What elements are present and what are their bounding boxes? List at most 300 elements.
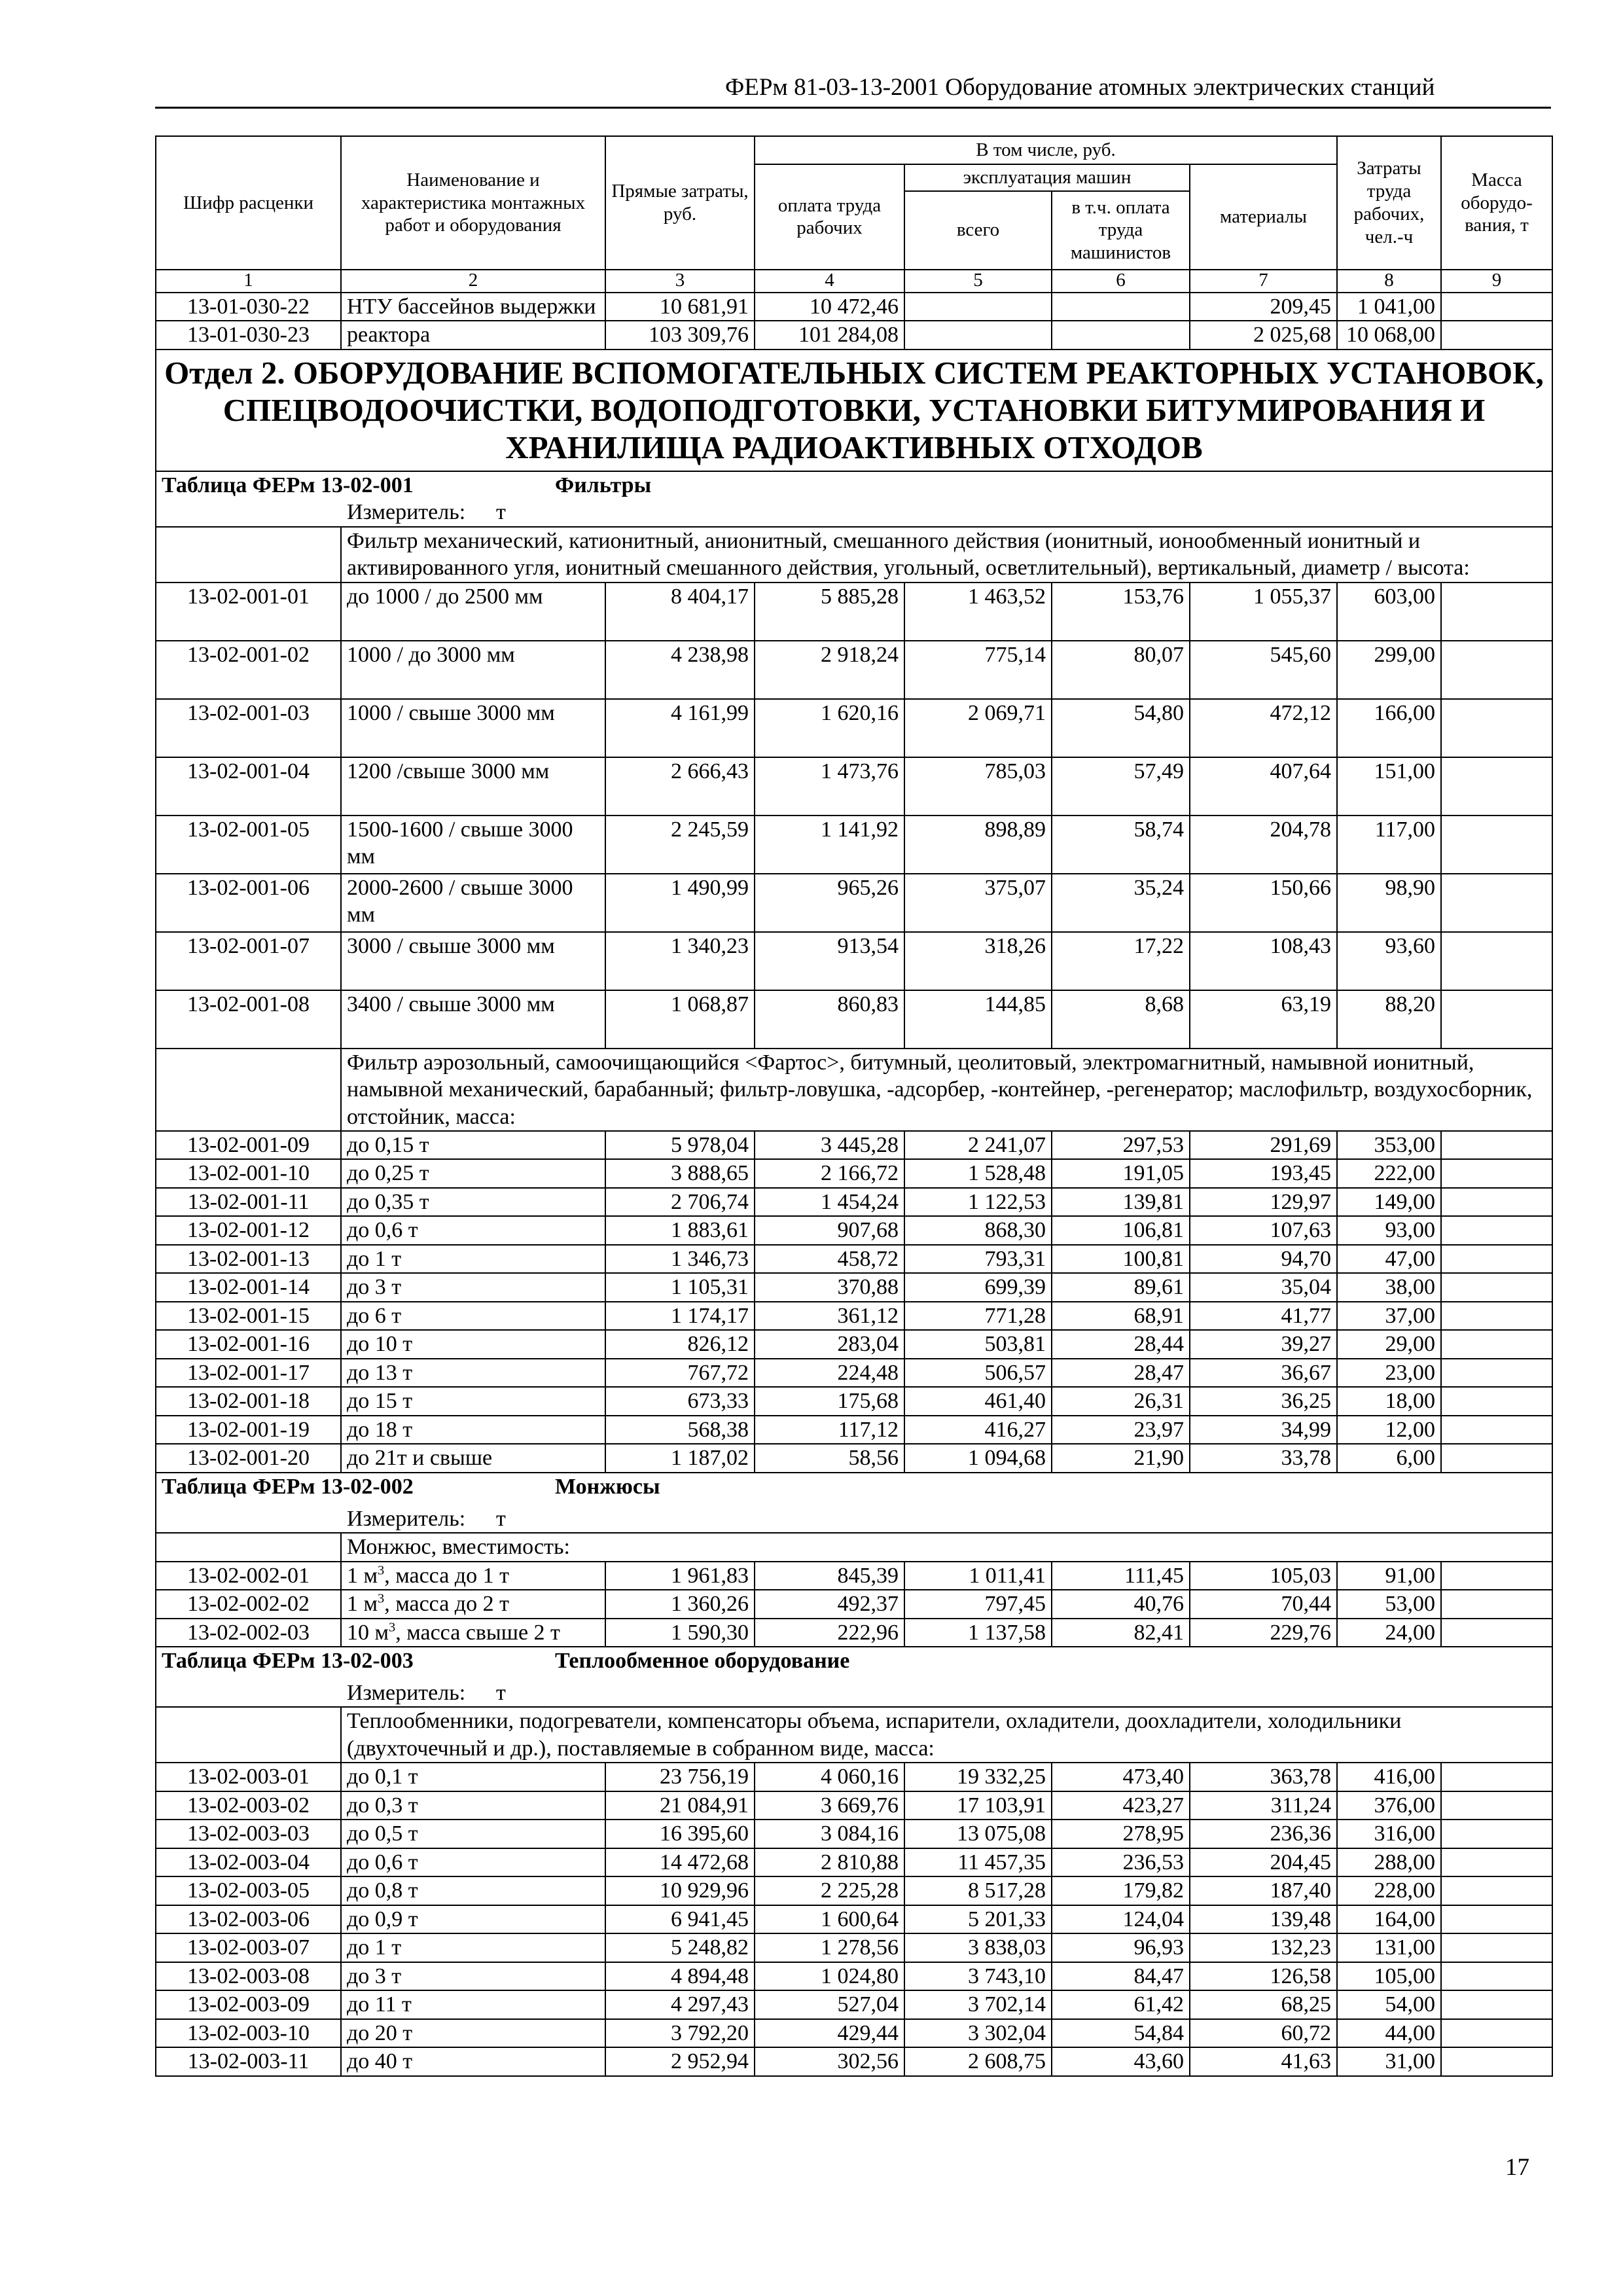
measure-unit: т (496, 500, 506, 525)
rate-code: 13-02-001-02 (156, 641, 341, 699)
machine-total-cell: 11 457,35 (904, 1848, 1052, 1876)
table-row (156, 1763, 1552, 1791)
mass-cell (1441, 1302, 1552, 1330)
table-row (156, 990, 1552, 1049)
labor-cell: 23,00 (1337, 1359, 1441, 1387)
wages-cell: 1 473,76 (755, 757, 904, 816)
work-name: до 18 т (341, 1416, 605, 1444)
mass-cell (1441, 641, 1552, 699)
work-name: до 20 т (341, 2019, 605, 2047)
wages-cell: 361,12 (755, 1302, 904, 1330)
labor-cell: 53,00 (1337, 1590, 1441, 1618)
work-name: до 1 т (341, 1245, 605, 1273)
machine-total-cell: 13 075,08 (904, 1820, 1052, 1848)
measure-row (156, 1505, 1552, 1533)
machine-total-cell: 8 517,28 (904, 1876, 1052, 1905)
mass-cell (1441, 1876, 1552, 1905)
direct-cost-cell: 1 105,31 (605, 1273, 755, 1301)
table-row (156, 641, 1552, 699)
mass-cell (1441, 293, 1552, 321)
direct-cost-cell: 14 472,68 (605, 1848, 755, 1876)
wages-cell: 1 620,16 (755, 699, 904, 757)
mass-cell (1441, 1962, 1552, 1990)
measure-unit-cell (156, 1505, 1552, 1533)
table-row (156, 1330, 1552, 1358)
machine-total-cell: 2 069,71 (904, 699, 1052, 757)
wages-cell: 1 141,92 (755, 816, 904, 874)
materials-cell: 363,78 (1190, 1763, 1337, 1791)
labor-cell: 131,00 (1337, 1933, 1441, 1962)
machinist-wages-cell: 111,45 (1052, 1562, 1190, 1590)
section-row (156, 350, 1552, 471)
machine-total-cell: 1 528,48 (904, 1159, 1052, 1187)
materials-cell: 236,36 (1190, 1820, 1337, 1848)
direct-cost-cell: 1 590,30 (605, 1619, 755, 1647)
wages-cell: 283,04 (755, 1330, 904, 1358)
rate-code: 13-02-002-02 (156, 1590, 341, 1618)
machine-total-cell: 3 838,03 (904, 1933, 1052, 1962)
labor-cell: 54,00 (1337, 1990, 1441, 2018)
work-name: до 0,6 т (341, 1848, 605, 1876)
measure-label: Измеритель: (347, 1506, 466, 1531)
labor-cell: 93,00 (1337, 1216, 1441, 1244)
work-name: 3400 / свыше 3000 мм (341, 990, 605, 1049)
machine-total-cell (904, 293, 1052, 321)
wages-cell: 370,88 (755, 1273, 904, 1301)
work-name: до 1 т (341, 1933, 605, 1962)
wages-cell: 527,04 (755, 1990, 904, 2018)
rate-code: 13-01-030-23 (156, 321, 341, 349)
materials-cell: 63,19 (1190, 990, 1337, 1049)
group-description: Теплообменники, подогреватели, компенсаторы объема, испарители, охладители, доохладители, холодильники (двухточечный и др.), поставляемые в собранном виде, масса: (341, 1707, 1552, 1763)
labor-cell: 222,00 (1337, 1159, 1441, 1187)
table-row (156, 874, 1552, 932)
labor-cell: 416,00 (1337, 1763, 1441, 1791)
direct-cost-cell: 4 894,48 (605, 1962, 755, 1990)
machine-total-cell: 1 463,52 (904, 583, 1052, 641)
machinist-wages-cell: 89,61 (1052, 1273, 1190, 1301)
machine-total-cell: 2 608,75 (904, 2047, 1052, 2075)
materials-cell: 209,45 (1190, 293, 1337, 321)
machinist-wages-cell: 26,31 (1052, 1387, 1190, 1415)
materials-cell: 33,78 (1190, 1444, 1337, 1472)
wages-cell: 907,68 (755, 1216, 904, 1244)
work-name: до 15 т (341, 1387, 605, 1415)
labor-cell: 228,00 (1337, 1876, 1441, 1905)
measure-unit-cell (156, 1679, 1552, 1707)
machinist-wages-cell: 28,47 (1052, 1359, 1190, 1387)
work-name: до 11 т (341, 1990, 605, 2018)
direct-cost-cell: 5 248,82 (605, 1933, 755, 1962)
labor-cell: 93,60 (1337, 932, 1441, 990)
work-name: до 40 т (341, 2047, 605, 2075)
subtable-title (156, 1647, 1552, 1679)
mass-cell (1441, 1820, 1552, 1848)
machinist-wages-cell: 17,22 (1052, 932, 1190, 990)
table-row (156, 1159, 1552, 1187)
rate-code: 13-02-001-14 (156, 1273, 341, 1301)
group-description: Фильтр аэрозольный, самоочищающийся <Фартос>, битумный, цеолитовый, электромагнитный, намывной ионитный, намывной механический, барабанный; фильтр-ловушка, -адсорбер, -контейнер, -регенератор; маслофильтр, воздухосборник, отстойник, масса: (341, 1049, 1552, 1131)
table-row (156, 321, 1552, 349)
materials-cell: 472,12 (1190, 699, 1337, 757)
direct-cost-cell: 10 681,91 (605, 293, 755, 321)
machinist-wages-cell: 68,91 (1052, 1302, 1190, 1330)
mass-cell (1441, 1791, 1552, 1820)
column-number: 2 (341, 270, 605, 293)
measure-label: Измеритель: (347, 500, 466, 525)
table-row (156, 1562, 1552, 1590)
direct-cost-cell: 1 961,83 (605, 1562, 755, 1590)
direct-cost-cell: 23 756,19 (605, 1763, 755, 1791)
machine-total-cell: 5 201,33 (904, 1905, 1052, 1933)
work-name (341, 1619, 605, 1647)
mass-cell (1441, 1848, 1552, 1876)
machine-total-cell: 2 241,07 (904, 1131, 1052, 1159)
mass-cell (1441, 1763, 1552, 1791)
rate-code: 13-02-003-11 (156, 2047, 341, 2075)
work-name: до 3 т (341, 1273, 605, 1301)
wages-cell: 1 024,80 (755, 1962, 904, 1990)
superscript: 3 (378, 1563, 385, 1578)
table-row (156, 1216, 1552, 1244)
subtable-label: Таблица ФЕРм 13-02-002 (162, 1474, 414, 1499)
materials-cell: 139,48 (1190, 1905, 1337, 1933)
machinist-wages-cell: 124,04 (1052, 1905, 1190, 1933)
direct-cost-cell: 1 360,26 (605, 1590, 755, 1618)
labor-cell: 288,00 (1337, 1848, 1441, 1876)
labor-cell: 31,00 (1337, 2047, 1441, 2075)
machinist-wages-cell: 236,53 (1052, 1848, 1190, 1876)
work-name: до 0,8 т (341, 1876, 605, 1905)
labor-cell: 24,00 (1337, 1619, 1441, 1647)
rate-code: 13-02-001-13 (156, 1245, 341, 1273)
machinist-wages-cell: 8,68 (1052, 990, 1190, 1049)
group-description-row (156, 1533, 1552, 1561)
mass-cell (1441, 1359, 1552, 1387)
rate-code: 13-02-001-04 (156, 757, 341, 816)
materials-cell: 229,76 (1190, 1619, 1337, 1647)
table-row (156, 1590, 1552, 1618)
measure-label: Измеритель: (347, 1680, 466, 1705)
column-number: 9 (1441, 270, 1552, 293)
table-row (156, 1416, 1552, 1444)
rate-code: 13-02-001-19 (156, 1416, 341, 1444)
subtable-label: Таблица ФЕРм 13-02-001 (162, 473, 414, 497)
work-name: до 0,3 т (341, 1791, 605, 1820)
table-row (156, 1444, 1552, 1472)
wages-cell: 1 454,24 (755, 1188, 904, 1216)
wages-cell: 222,96 (755, 1619, 904, 1647)
name-text: 1 м (347, 1592, 378, 1617)
group-description: Монжюс, вместимость: (341, 1533, 1552, 1561)
machine-total-cell: 375,07 (904, 874, 1052, 932)
wages-cell: 860,83 (755, 990, 904, 1049)
direct-cost-cell: 1 490,99 (605, 874, 755, 932)
group-description-row (156, 1049, 1552, 1131)
machine-total-cell: 1 011,41 (904, 1562, 1052, 1590)
materials-cell: 193,45 (1190, 1159, 1337, 1187)
machinist-wages-cell: 57,49 (1052, 757, 1190, 816)
mass-cell (1441, 1387, 1552, 1415)
table-row (156, 1990, 1552, 2018)
machine-total-cell: 775,14 (904, 641, 1052, 699)
work-name: до 6 т (341, 1302, 605, 1330)
name-text: 1 м (347, 1563, 378, 1588)
mass-cell (1441, 1188, 1552, 1216)
machine-total-cell: 1 122,53 (904, 1188, 1052, 1216)
work-name: до 0,9 т (341, 1905, 605, 1933)
wages-cell: 1 278,56 (755, 1933, 904, 1962)
labor-cell: 88,20 (1337, 990, 1441, 1049)
work-name: до 10 т (341, 1330, 605, 1358)
rate-code: 13-02-003-09 (156, 1990, 341, 2018)
direct-cost-cell: 4 297,43 (605, 1990, 755, 2018)
table-row (156, 757, 1552, 816)
machinist-wages-cell: 23,97 (1052, 1416, 1190, 1444)
rate-code: 13-02-003-04 (156, 1848, 341, 1876)
mass-cell (1441, 932, 1552, 990)
direct-cost-cell: 6 941,45 (605, 1905, 755, 1933)
column-number: 6 (1052, 270, 1190, 293)
wages-cell: 2 225,28 (755, 1876, 904, 1905)
machinist-wages-cell (1052, 293, 1190, 321)
labor-cell: 98,90 (1337, 874, 1441, 932)
table-row (156, 816, 1552, 874)
labor-cell: 603,00 (1337, 583, 1441, 641)
measure-unit: т (496, 1680, 506, 1705)
column-number-row (156, 270, 1552, 293)
direct-cost-cell: 4 161,99 (605, 699, 755, 757)
rate-code: 13-02-001-09 (156, 1131, 341, 1159)
measure-row (156, 1679, 1552, 1707)
machine-total-cell: 3 302,04 (904, 2019, 1052, 2047)
machine-total-cell: 797,45 (904, 1590, 1052, 1618)
rate-code: 13-02-003-10 (156, 2019, 341, 2047)
table-row (156, 583, 1552, 641)
direct-cost-cell: 1 174,17 (605, 1302, 755, 1330)
rate-code: 13-01-030-22 (156, 293, 341, 321)
work-name: до 13 т (341, 1359, 605, 1387)
labor-cell: 117,00 (1337, 816, 1441, 874)
work-name: до 3 т (341, 1962, 605, 1990)
direct-cost-cell: 767,72 (605, 1359, 755, 1387)
wages-cell: 1 600,64 (755, 1905, 904, 1933)
materials-cell: 108,43 (1190, 932, 1337, 990)
header-labor: Затраты труда рабочих, чел.-ч (1337, 136, 1441, 270)
wages-cell: 429,44 (755, 2019, 904, 2047)
labor-cell: 376,00 (1337, 1791, 1441, 1820)
rate-code: 13-02-001-07 (156, 932, 341, 990)
table-row (156, 1619, 1552, 1647)
labor-cell: 151,00 (1337, 757, 1441, 816)
mass-cell (1441, 1590, 1552, 1618)
column-number: 8 (1337, 270, 1441, 293)
materials-cell: 204,78 (1190, 816, 1337, 874)
subtable-name: Монжюсы (555, 1474, 660, 1499)
machinist-wages-cell: 423,27 (1052, 1791, 1190, 1820)
mass-cell (1441, 757, 1552, 816)
mass-cell (1441, 816, 1552, 874)
labor-cell: 164,00 (1337, 1905, 1441, 1933)
work-name: 3000 / свыше 3000 мм (341, 932, 605, 990)
mass-cell (1441, 1562, 1552, 1590)
subtable-title-row (156, 471, 1552, 499)
subtable-label: Таблица ФЕРм 13-02-003 (162, 1648, 414, 1673)
direct-cost-cell: 8 404,17 (605, 583, 755, 641)
work-name (341, 1590, 605, 1618)
header-direct-costs: Прямые затраты, руб. (605, 136, 755, 270)
mass-cell (1441, 699, 1552, 757)
machinist-wages-cell: 96,93 (1052, 1933, 1190, 1962)
work-name: до 21т и свыше (341, 1444, 605, 1472)
materials-cell: 94,70 (1190, 1245, 1337, 1273)
rate-code: 13-02-001-03 (156, 699, 341, 757)
machinist-wages-cell: 278,95 (1052, 1820, 1190, 1848)
table-row (156, 1131, 1552, 1159)
mass-cell (1441, 874, 1552, 932)
materials-cell: 129,97 (1190, 1188, 1337, 1216)
direct-cost-cell: 568,38 (605, 1416, 755, 1444)
mass-cell (1441, 1273, 1552, 1301)
rate-code: 13-02-003-07 (156, 1933, 341, 1962)
header-machines-total: всего (904, 191, 1052, 270)
header-materials: материалы (1190, 164, 1337, 270)
wages-cell: 224,48 (755, 1359, 904, 1387)
machine-total-cell: 19 332,25 (904, 1763, 1052, 1791)
name-text: 10 м (347, 1620, 389, 1645)
wages-cell: 2 166,72 (755, 1159, 904, 1187)
mass-cell (1441, 1619, 1552, 1647)
materials-cell: 34,99 (1190, 1416, 1337, 1444)
machinist-wages-cell: 106,81 (1052, 1216, 1190, 1244)
price-table (155, 135, 1553, 2077)
materials-cell: 70,44 (1190, 1590, 1337, 1618)
wages-cell: 458,72 (755, 1245, 904, 1273)
machinist-wages-cell: 21,90 (1052, 1444, 1190, 1472)
table-row (156, 1848, 1552, 1876)
materials-cell: 105,03 (1190, 1562, 1337, 1590)
wages-cell: 3 669,76 (755, 1791, 904, 1820)
column-number: 7 (1190, 270, 1337, 293)
materials-cell: 36,67 (1190, 1359, 1337, 1387)
empty-cell (156, 1049, 341, 1131)
table-row (156, 1905, 1552, 1933)
rate-code: 13-02-003-06 (156, 1905, 341, 1933)
work-name: 1500-1600 / свыше 3000 мм (341, 816, 605, 874)
header-mass: Масса оборудо-вания, т (1441, 136, 1552, 270)
header-name: Наименование и характеристика монтажных работ и оборудования (341, 136, 605, 270)
group-description-row (156, 1707, 1552, 1763)
mass-cell (1441, 2019, 1552, 2047)
empty-cell (156, 527, 341, 583)
rate-code: 13-02-003-08 (156, 1962, 341, 1990)
materials-cell: 39,27 (1190, 1330, 1337, 1358)
rate-code: 13-02-001-18 (156, 1387, 341, 1415)
table-row (156, 1876, 1552, 1905)
labor-cell: 105,00 (1337, 1962, 1441, 1990)
machinist-wages-cell: 54,80 (1052, 699, 1190, 757)
machine-total-cell: 461,40 (904, 1387, 1052, 1415)
direct-cost-cell: 3 888,65 (605, 1159, 755, 1187)
direct-cost-cell: 103 309,76 (605, 321, 755, 349)
labor-cell: 91,00 (1337, 1562, 1441, 1590)
mass-cell (1441, 2047, 1552, 2075)
subtable-title-row (156, 1647, 1552, 1679)
wages-cell: 58,56 (755, 1444, 904, 1472)
machine-total-cell: 699,39 (904, 1273, 1052, 1301)
rate-code: 13-02-001-16 (156, 1330, 341, 1358)
machinist-wages-cell: 54,84 (1052, 2019, 1190, 2047)
mass-cell (1441, 1905, 1552, 1933)
mass-cell (1441, 583, 1552, 641)
rate-code: 13-02-001-08 (156, 990, 341, 1049)
direct-cost-cell: 10 929,96 (605, 1876, 755, 1905)
rate-code: 13-02-001-12 (156, 1216, 341, 1244)
wages-cell: 2 918,24 (755, 641, 904, 699)
rate-code: 13-02-001-05 (156, 816, 341, 874)
materials-cell: 60,72 (1190, 2019, 1337, 2047)
machine-total-cell: 785,03 (904, 757, 1052, 816)
table-row (156, 1359, 1552, 1387)
table-row (156, 1962, 1552, 1990)
wages-cell: 3 084,16 (755, 1820, 904, 1848)
wages-cell: 4 060,16 (755, 1763, 904, 1791)
machinist-wages-cell: 40,76 (1052, 1590, 1190, 1618)
materials-cell: 41,63 (1190, 2047, 1337, 2075)
machinist-wages-cell: 28,44 (1052, 1330, 1190, 1358)
mass-cell (1441, 990, 1552, 1049)
machinist-wages-cell: 100,81 (1052, 1245, 1190, 1273)
direct-cost-cell: 3 792,20 (605, 2019, 755, 2047)
direct-cost-cell: 2 952,94 (605, 2047, 755, 2075)
wages-cell: 5 885,28 (755, 583, 904, 641)
machinist-wages-cell: 179,82 (1052, 1876, 1190, 1905)
column-number: 4 (755, 270, 904, 293)
mass-cell (1441, 1933, 1552, 1962)
group-description-row (156, 527, 1552, 583)
subtable-name: Фильтры (555, 473, 652, 497)
work-name: до 0,6 т (341, 1216, 605, 1244)
machine-total-cell: 503,81 (904, 1330, 1052, 1358)
machinist-wages-cell: 43,60 (1052, 2047, 1190, 2075)
measure-row (156, 499, 1552, 526)
rate-code: 13-02-003-01 (156, 1763, 341, 1791)
page-number: 17 (1505, 2154, 1529, 2181)
rate-code: 13-02-003-05 (156, 1876, 341, 1905)
wages-cell: 302,56 (755, 2047, 904, 2075)
labor-cell: 18,00 (1337, 1387, 1441, 1415)
header-including: В том числе, руб. (755, 136, 1337, 164)
machine-total-cell: 318,26 (904, 932, 1052, 990)
section-title: Отдел 2. ОБОРУДОВАНИЕ ВСПОМОГАТЕЛЬНЫХ СИСТЕМ РЕАКТОРНЫХ УСТАНОВОК, СПЕЦВОДООЧИСТКИ, ВОДОПОДГОТОВКИ, УСТАНОВКИ БИТУМИРОВАНИЯ И ХРАНИЛИЩА РАДИОАКТИВНЫХ ОТХОДОВ (156, 350, 1552, 471)
wages-cell: 845,39 (755, 1562, 904, 1590)
rate-code: 13-02-001-01 (156, 583, 341, 641)
empty-cell (156, 1533, 341, 1561)
wages-cell: 492,37 (755, 1590, 904, 1618)
machine-total-cell: 3 702,14 (904, 1990, 1052, 2018)
machinist-wages-cell: 191,05 (1052, 1159, 1190, 1187)
direct-cost-cell: 2 666,43 (605, 757, 755, 816)
work-name: НТУ бассейнов выдержки (341, 293, 605, 321)
direct-cost-cell: 16 395,60 (605, 1820, 755, 1848)
rate-code: 13-02-001-15 (156, 1302, 341, 1330)
wages-cell: 101 284,08 (755, 321, 904, 349)
mass-cell (1441, 1330, 1552, 1358)
direct-cost-cell: 1 340,23 (605, 932, 755, 990)
direct-cost-cell: 21 084,91 (605, 1791, 755, 1820)
materials-cell: 187,40 (1190, 1876, 1337, 1905)
table-row (156, 1791, 1552, 1820)
